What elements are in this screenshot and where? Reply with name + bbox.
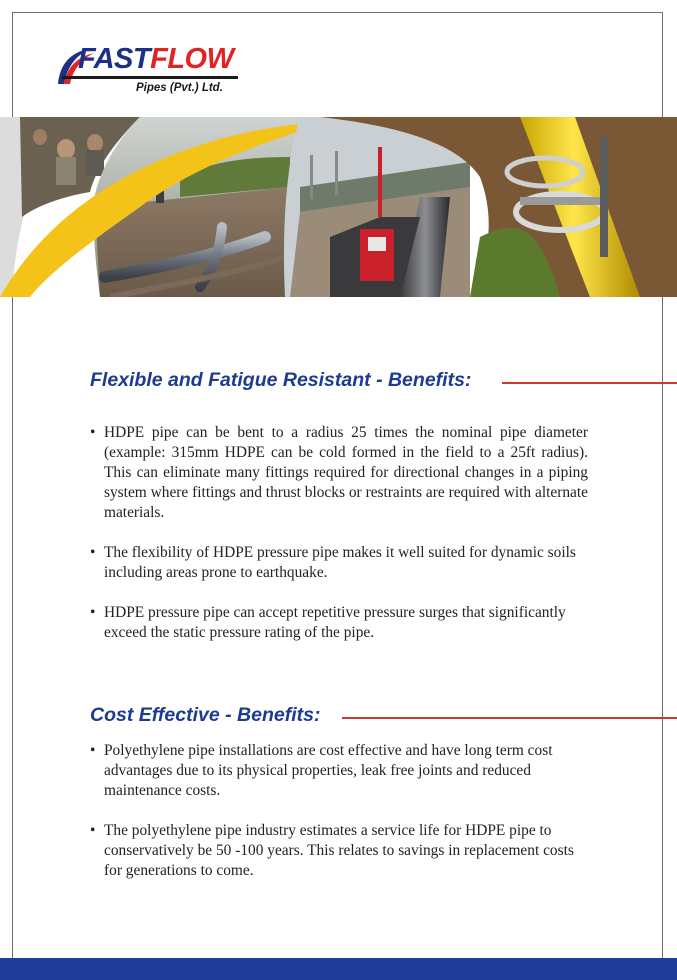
list-item: • The polyethylene pipe industry estimates a service life for HDPE pipe to conservatively be 50 -100 years. This relates to savings in replacement costs for generations to come. xyxy=(90,821,588,881)
list-item: • HDPE pressure pipe can accept repetitive pressure surges that significantly exceed the static pressure rating of the pipe. xyxy=(90,603,588,643)
section2-heading: Cost Effective - Benefits: xyxy=(90,704,321,726)
list-item: • HDPE pipe can be bent to a radius 25 times the nominal pipe diameter (example: 315mm HDPE can be cold formed in the field to a 25ft radius). This can eliminate many fittings required for directional changes in a piping system where fittings and thrust blocks or restraints are required with alternate materials. xyxy=(90,423,588,523)
photo-banner xyxy=(0,117,677,297)
logo-underline xyxy=(62,76,238,79)
section2-list xyxy=(90,741,588,881)
logo-flow-text: FLOW xyxy=(150,43,234,75)
section1-heading-rule xyxy=(502,382,677,384)
logo-subtitle: Pipes (Pvt.) Ltd. xyxy=(136,82,223,94)
list-item: • Polyethylene pipe installations are cost effective and have long term cost advantages due to its physical properties, leak free joints and reduced maintenance costs. xyxy=(90,741,588,801)
company-logo xyxy=(56,44,256,104)
footer-bar xyxy=(0,958,677,980)
logo-fast-text: FAST xyxy=(78,43,151,75)
logo-wordmark xyxy=(78,44,233,74)
section1-heading: Flexible and Fatigue Resistant - Benefits: xyxy=(90,369,472,391)
list-item: • The flexibility of HDPE pressure pipe makes it well suited for dynamic soils including areas prone to earthquake. xyxy=(90,543,588,583)
section1-list xyxy=(90,423,588,643)
section2-heading-rule xyxy=(342,717,677,719)
